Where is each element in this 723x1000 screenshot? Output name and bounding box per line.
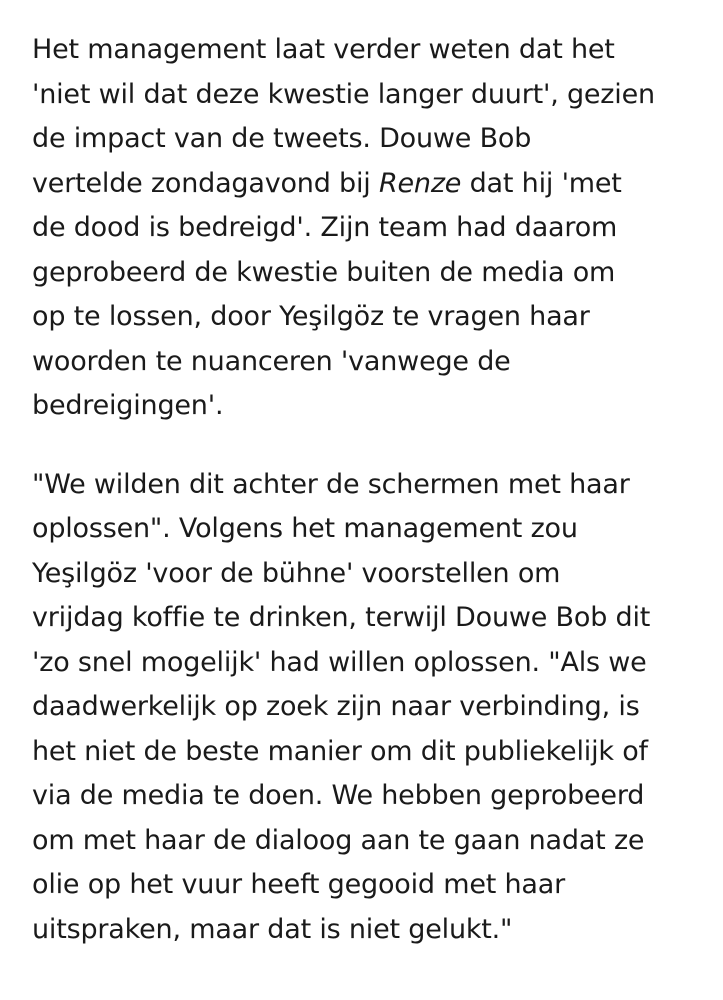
text-line: oplossen". Volgens het management zou xyxy=(32,513,578,544)
text-line: bedreigingen'. xyxy=(32,390,224,421)
text-line: de dood is bedreigd'. Zijn team had daarom xyxy=(32,212,618,243)
text-line: woorden te nuanceren 'vanwege de xyxy=(32,345,511,377)
show-name-renze: Renze xyxy=(378,167,462,199)
paragraph-management-statement xyxy=(32,28,702,429)
paragraph-quote xyxy=(32,463,702,953)
text-line: op te lossen, door Yeşilgöz te vragen haar xyxy=(32,301,590,332)
text-line: Yeşilgöz 'voor de bühne' voorstellen om xyxy=(32,557,561,589)
text-line: vrijdag koffie te drinken, terwijl Douwe Bob dit xyxy=(32,602,651,633)
text-segment: vertelde zondagavond bij xyxy=(32,167,379,199)
text-line: het niet de beste manier om dit publiekelijk of xyxy=(32,735,648,767)
article-body xyxy=(32,28,702,952)
text-line: om met haar de dialoog aan te gaan nadat ze xyxy=(32,824,645,856)
text-line: via de media te doen. We hebben geprobeerd xyxy=(32,780,645,811)
text-line: geprobeerd de kwestie buiten de media om xyxy=(32,256,616,288)
text-line: 'niet wil dat deze kwestie langer duurt', gezien xyxy=(32,78,655,110)
text-line: de impact van de tweets. Douwe Bob xyxy=(32,123,532,154)
text-line xyxy=(32,162,702,207)
text-line: olie op het vuur heeft gegooid met haar xyxy=(32,869,566,900)
text-line: 'zo snel mogelijk' had willen oplossen. "Als we xyxy=(32,646,647,678)
text-line: "We wilden dit achter de schermen met haar xyxy=(32,468,630,500)
text-line: daadwerkelijk op zoek zijn naar verbinding, is xyxy=(32,691,640,722)
text-segment: dat hij 'met xyxy=(461,167,622,199)
text-line: uitspraken, maar dat is niet gelukt." xyxy=(32,913,513,945)
text-line: Het management laat verder weten dat het xyxy=(32,34,615,65)
